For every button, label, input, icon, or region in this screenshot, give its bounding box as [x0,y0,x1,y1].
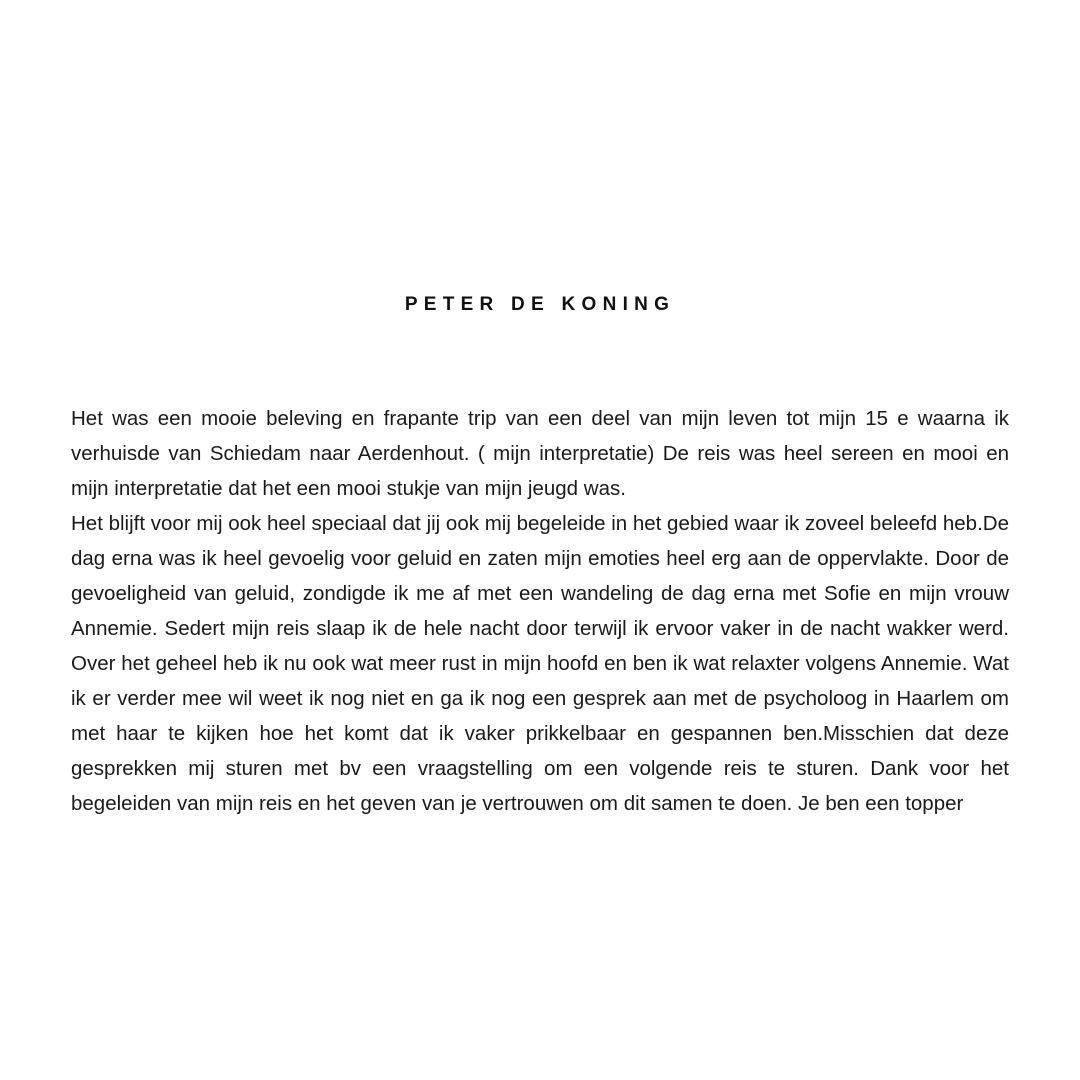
page-title: PETER DE KONING [404,294,676,315]
testimonial-paragraph-2: Het blijft voor mij ook heel speciaal dat jij ook mij begeleide in het gebied waar ik zoveel beleefd heb.De dag erna was ik heel gevoelig voor geluid en zaten mijn emoties heel erg aan de oppervlakte. Door de gevoeligheid van geluid, zondigde ik me af met een wandeling de dag erna met Sofie en mijn vrouw Annemie. Sedert mijn reis slaap ik de hele nacht door terwijl ik ervoor vaker in de nacht wakker werd. Over het geheel heb ik nu ook wat meer rust in mijn hoofd en ben ik wat relaxter volgens Annemie. Wat ik er verder mee wil weet ik nog niet en ga ik nog een gesprek aan met de psycholoog in Haarlem om met haar te kijken hoe het komt dat ik vaker prikkelbaar en gespannen ben.Misschien dat deze gesprekken mij sturen met bv een vraagstelling om een volgende reis te sturen. Dank voor het begeleiden van mijn reis en het geven van je vertrouwen om dit samen te doen. Je ben een topper [71,512,1009,815]
testimonial-paragraph-1: Het was een mooie beleving en frapante trip van een deel van mijn leven tot mijn 15 e waarna ik verhuisde van Schiedam naar Aerdenhout. ( mijn interpretatie) De reis was heel sereen en mooi en mijn interpretatie dat het een mooi stukje van mijn jeugd was. [71,407,1009,500]
testimonial-body [71,401,1009,821]
